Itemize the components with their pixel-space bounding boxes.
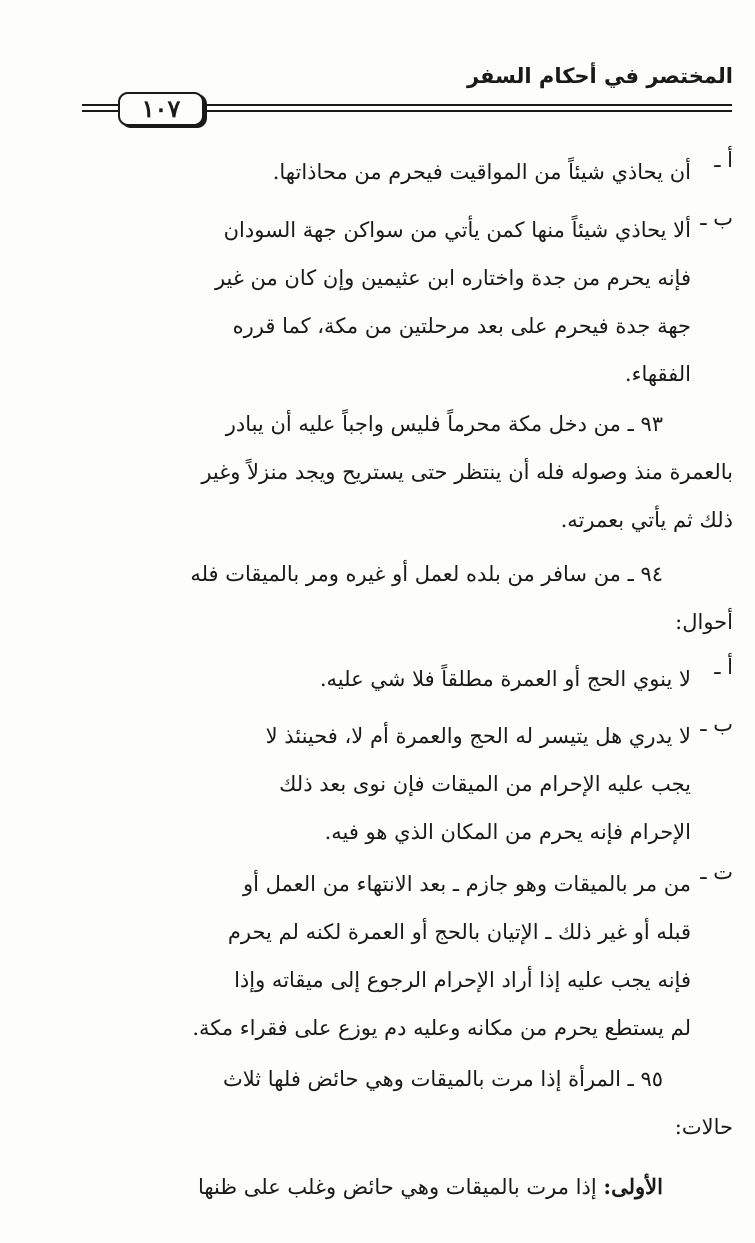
text-line: لا يدري هل يتيسر له الحج والعمرة أم لا، فحينئذ لا <box>265 724 691 748</box>
text-line: ٩٤ ـ من سافر من بلده لعمل أو غيره ومر بالميقات فله <box>190 562 663 586</box>
text-line <box>60 1163 733 1211</box>
text-line: يجب عليه الإحرام من الميقات فإن نوى بعد ذلك <box>279 772 691 796</box>
list-marker: أ ـ <box>714 655 733 679</box>
list-marker: ت ـ <box>700 860 733 884</box>
list-item-text <box>60 860 691 1052</box>
text-line: جهة جدة فيحرم على بعد مرحلتين من مكة، كما قرره <box>232 314 691 338</box>
list-item-text <box>60 206 691 398</box>
list-item-text <box>60 712 691 856</box>
text-line: ذلك ثم يأتي بعمرته. <box>560 508 733 532</box>
text-line: الفقهاء. <box>624 362 691 386</box>
text-line: فإنه يحرم من جدة واختاره ابن عثيمين وإن كان من غير <box>214 266 691 290</box>
list-item-text <box>60 148 691 196</box>
text-line: ٩٣ ـ من دخل مكة محرماً فليس واجباً عليه أن يبادر <box>225 412 663 436</box>
text-line: الإحرام فإنه يحرم من المكان الذي هو فيه. <box>324 820 691 844</box>
paragraph <box>60 1163 733 1211</box>
list-item <box>60 860 733 1052</box>
text-line: بالعمرة منذ وصوله فله أن ينتظر حتى يستريح ويجد منزلاً وغير <box>201 460 733 484</box>
paragraph <box>60 1055 733 1151</box>
paragraph <box>60 550 733 646</box>
list-marker: ب ـ <box>700 712 733 736</box>
text-line: من مر بالميقات وهو جازم ـ بعد الانتهاء من العمل أو <box>242 872 691 896</box>
case-text: إذا مرت بالميقات وهي حائض وغلب على ظنها <box>197 1175 597 1199</box>
list-item <box>60 206 733 398</box>
text-line: ألا يحاذي شيئاً منها كمن يأتي من سواكن جهة السودان <box>223 218 691 242</box>
text-line: أن يحاذي شيئاً من المواقيت فيحرم من محاذاتها. <box>272 160 691 184</box>
text-line: حالات: <box>674 1115 733 1139</box>
text-line: أحوال: <box>675 610 733 634</box>
list-item <box>60 712 733 856</box>
page-number: ١٠٧ <box>118 92 204 126</box>
text-line: لم يستطع يحرم من مكانه وعليه دم يوزع على فقراء مكة. <box>192 1016 691 1040</box>
paragraph <box>60 400 733 544</box>
list-marker: أ ـ <box>714 148 733 172</box>
list-item-text <box>60 655 691 703</box>
list-item <box>60 148 733 196</box>
header-rule <box>82 92 732 128</box>
list-marker: ب ـ <box>700 206 733 230</box>
text-line: فإنه يجب عليه إذا أراد الإحرام الرجوع إلى ميقاته وإذا <box>234 968 691 992</box>
running-title: المختصر في أحكام السفر <box>466 64 733 88</box>
case-lead: الأولى: <box>603 1174 663 1199</box>
text-line: لا ينوي الحج أو العمرة مطلقاً فلا شي عليه. <box>319 667 691 691</box>
text-line: قبله أو غير ذلك ـ الإتيان بالحج أو العمرة لكنه لم يحرم <box>227 920 691 944</box>
list-item <box>60 655 733 703</box>
text-line: ٩٥ ـ المرأة إذا مرت بالميقات وهي حائض فلها ثلاث <box>222 1067 663 1091</box>
